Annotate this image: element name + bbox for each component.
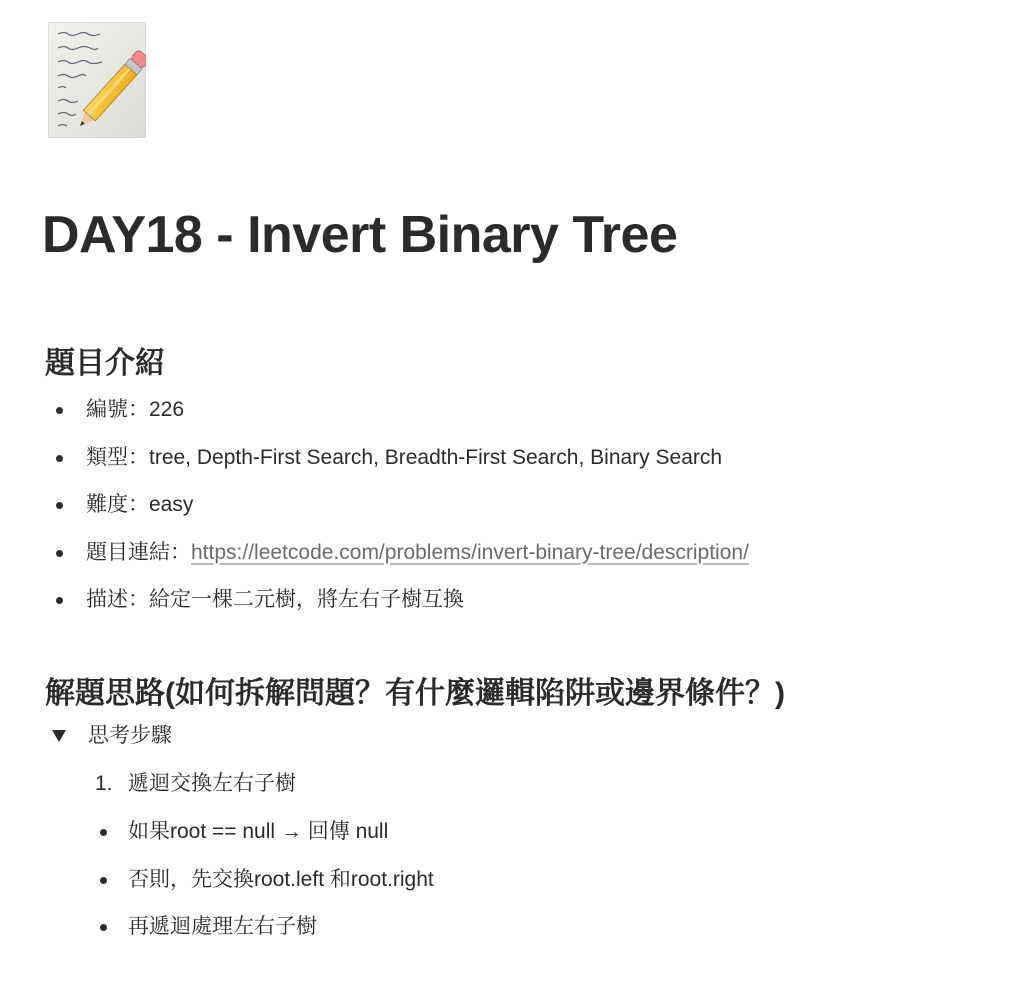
step-text: 否則，先交換root.left 和root.right (128, 867, 434, 891)
toggle-expanded-icon[interactable] (52, 730, 66, 742)
numbered-item-text: 遞迴交換左右子樹 (128, 772, 296, 795)
item-link-prefix: 題目連結： (86, 540, 191, 564)
item-link-row (86, 539, 749, 567)
item-number: 編號：226 (86, 398, 185, 421)
bullet-icon (56, 597, 63, 604)
bullet-icon (56, 407, 63, 414)
bullet-icon (100, 829, 107, 836)
page-title: DAY18 - Invert Binary Tree (42, 206, 678, 264)
section-heading-approach: 解題思路(如何拆解問題？有什麼邏輯陷阱或邊界條件？) (45, 677, 785, 710)
item-difficulty: 難度：easy (86, 493, 194, 516)
bullet-icon (100, 924, 107, 931)
item-number-label: 1. (95, 772, 113, 795)
memo-pencil-icon[interactable] (48, 22, 146, 138)
item-type: 類型：tree, Depth-First Search, Breadth-First Search, Binary Search (86, 445, 723, 469)
bullet-icon (56, 455, 63, 462)
section-heading-intro: 題目介紹 (45, 347, 165, 380)
item-description: 描述：給定一棵二元樹，將左右子樹互換 (86, 588, 464, 611)
bullet-icon (100, 877, 107, 884)
problem-link[interactable]: https://leetcode.com/problems/invert-binary-tree/description/ (191, 540, 749, 564)
step-text: 如果root == null → 回傳 null (128, 820, 389, 843)
bullet-icon (56, 550, 63, 557)
toggle-label: 思考步驟 (88, 724, 172, 747)
step-text: 再遞迴處理左右子樹 (128, 915, 317, 938)
bullet-icon (56, 502, 63, 509)
